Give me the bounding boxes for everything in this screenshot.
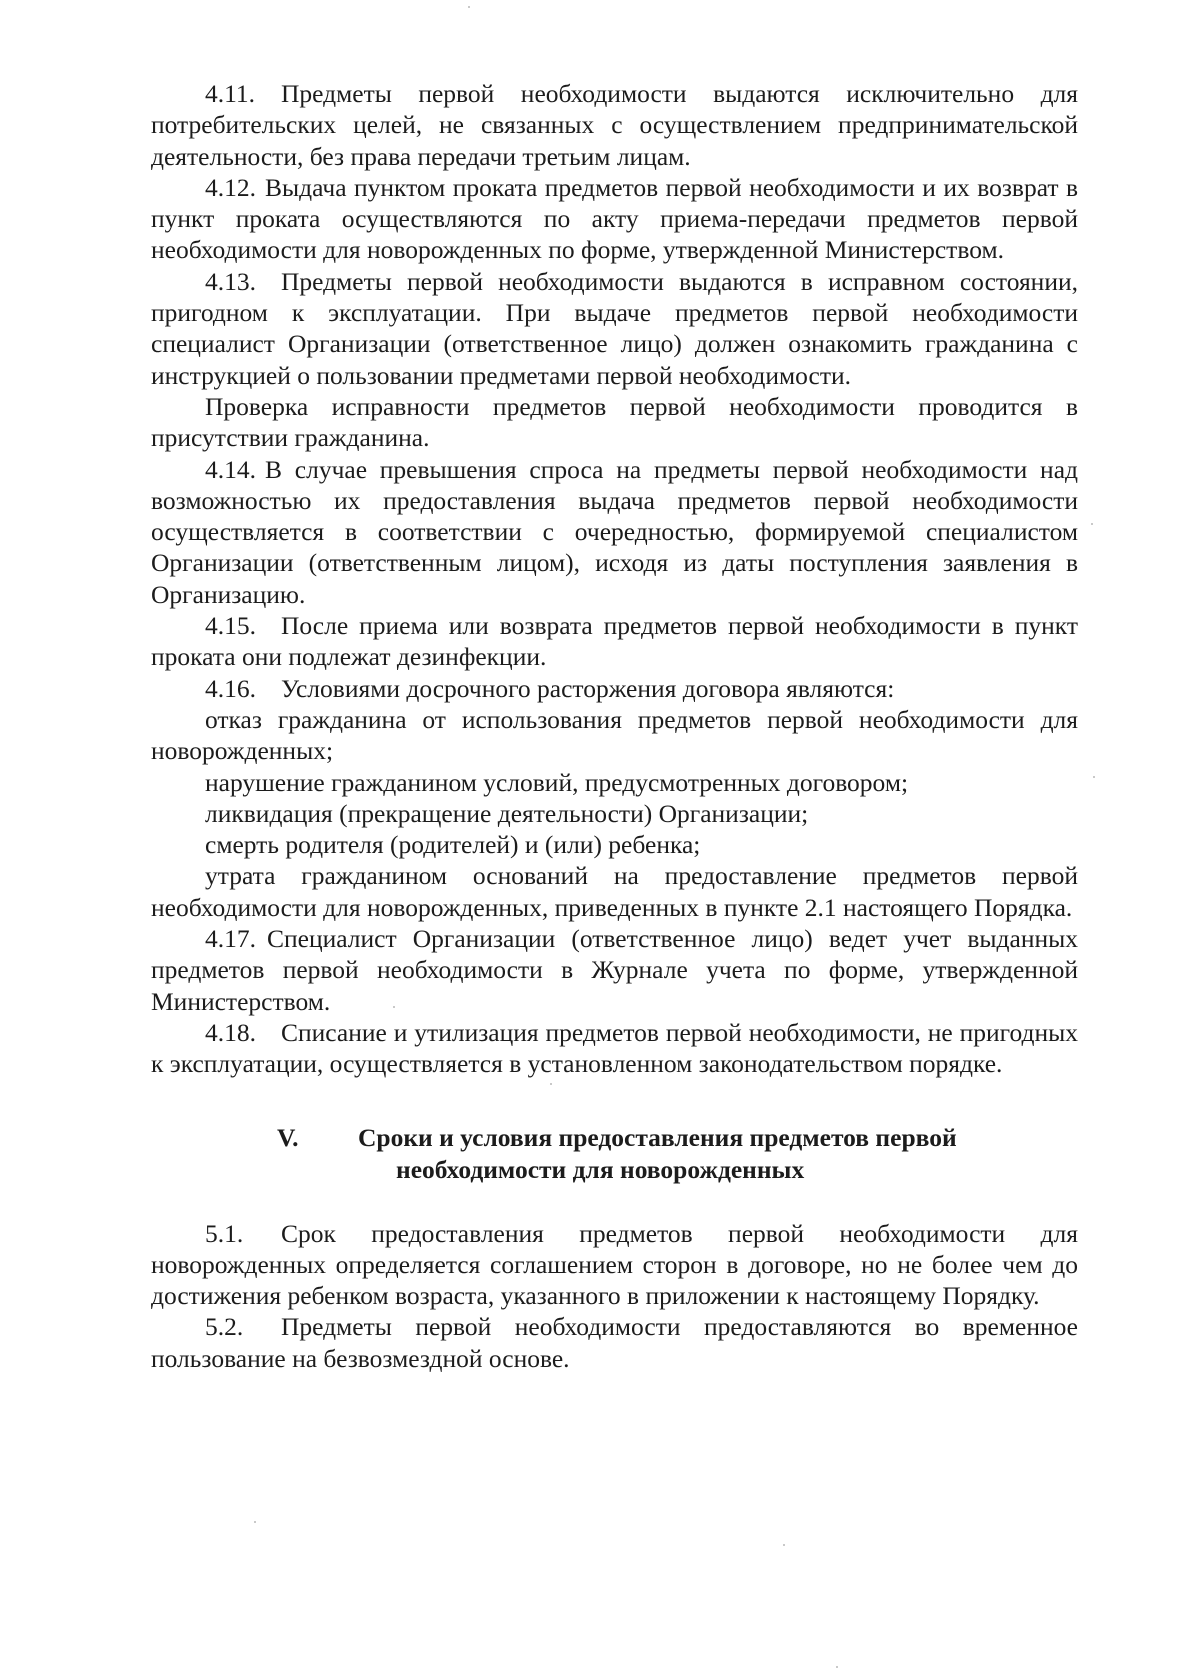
list-item-text: нарушение гражданином условий, предусмотренных договором; (205, 767, 909, 797)
paragraph-5-1 (151, 1218, 1078, 1312)
paragraph-text: После приема или возврата предметов первой необходимости в пункт проката они подлежат дезинфекции. (151, 611, 1078, 672)
paragraph-text: Срок предоставления предметов первой необходимости для новорожденных определяется соглашением сторон в договоре, но не более чем до достижения ребенком возраста, указанного в приложении к настоящему Порядку. (151, 1218, 1078, 1311)
section-heading-line-1 (151, 1122, 1078, 1154)
paragraph-number: 4.12. (205, 172, 256, 202)
list-item-text: отказ гражданина от использования предметов первой необходимости для новорожденных; (151, 704, 1078, 766)
list-item-loss-of-grounds (151, 860, 1078, 923)
paragraph-4-13 (151, 266, 1078, 391)
paragraph-4-13-check (151, 391, 1078, 454)
section-heading-line-2: необходимости для новорожденных (396, 1154, 805, 1184)
list-item-text: ликвидация (прекращение деятельности) Организации; (205, 798, 809, 828)
list-item-death (151, 829, 1078, 860)
paragraph-text: Специалист Организации (ответственное лицо) ведет учет выданных предметов первой необходимости в Журнале учета по форме, утвержденной Министерством. (151, 924, 1078, 1016)
list-item-liquidation (151, 798, 1078, 829)
paragraph-4-12 (151, 172, 1078, 266)
paragraph-number: 4.16. (205, 673, 256, 703)
paragraph-text: В случае превышения спроса на предметы первой необходимости над возможностью их предоставления выдача предметов первой необходимости осуществляется в соответствии с очередностью, формируемой специалистом Организации (ответственным лицом), исходя из даты поступления заявления в Организацию. (151, 454, 1078, 609)
paragraph-4-11 (151, 78, 1078, 172)
list-item-refusal (151, 704, 1078, 767)
paragraph-4-16 (151, 673, 1078, 704)
paragraph-number: 4.14. (205, 454, 256, 484)
paragraph-number: 4.13. (205, 266, 256, 296)
section-roman-numeral: V. (277, 1122, 299, 1152)
scan-speck (836, 1666, 838, 1668)
paragraph-text: Списание и утилизация предметов первой необходимости, не пригодных к эксплуатации, осуществляется в установленном законодательством порядке. (151, 1017, 1078, 1079)
scan-speck (1093, 776, 1095, 778)
paragraph-number: 5.1. (205, 1218, 244, 1248)
paragraph-4-14 (151, 454, 1078, 610)
list-item-text: утрата гражданином оснований на предоставление предметов первой необходимости для новорожденных, приведенных в пункте 2.1 настоящего Порядка. (151, 861, 1078, 922)
paragraph-text: Предметы первой необходимости выдаются исключительно для потребительских целей, не связанных с осуществлением предпринимательской деятельности, без права передачи третьим лицам. (151, 79, 1078, 171)
section-heading (151, 1122, 1078, 1186)
scan-speck (468, 6, 470, 8)
list-item-violation (151, 767, 1078, 798)
paragraph-text: Предметы первой необходимости выдаются в исправном состоянии, пригодном к эксплуатации. При выдаче предметов первой необходимости специалист Организации (ответственное лицо) должен ознакомить гражданина с инструкцией о пользовании предметами первой необходимости. (151, 266, 1078, 390)
document-page (151, 78, 1078, 1374)
paragraph-number: 4.15. (205, 611, 256, 641)
paragraph-text: Выдача пунктом проката предметов первой необходимости и их возврат в пункт проката осуществляются по акту приема-передачи предметов первой необходимости для новорожденных по форме, утвержденной Министерством. (151, 172, 1078, 265)
paragraph-text: Условиями досрочного расторжения договора являются: (281, 673, 895, 703)
paragraph-text: Проверка исправности предметов первой необходимости проводится в присутствии гражданина. (151, 391, 1078, 453)
scan-speck (393, 1006, 395, 1008)
paragraph-number: 4.18. (205, 1017, 256, 1047)
section-title-part-1: Сроки и условия предоставления предметов первой (358, 1122, 957, 1152)
scan-speck (550, 1083, 552, 1085)
scan-speck (783, 1544, 785, 1546)
paragraph-number: 4.17. (205, 924, 256, 954)
paragraph-5-2 (151, 1311, 1078, 1374)
scan-speck (1091, 523, 1093, 525)
paragraph-4-18 (151, 1017, 1078, 1080)
paragraph-text: Предметы первой необходимости предоставляются во временное пользование на безвозмездной основе. (151, 1312, 1078, 1373)
paragraph-number: 5.2. (205, 1312, 244, 1342)
paragraph-number: 4.11. (205, 79, 256, 108)
paragraph-4-15 (151, 610, 1078, 673)
list-item-text: смерть родителя (родителей) и (или) ребенка; (205, 830, 701, 860)
paragraph-4-17 (151, 923, 1078, 1017)
scan-speck (254, 1521, 256, 1523)
